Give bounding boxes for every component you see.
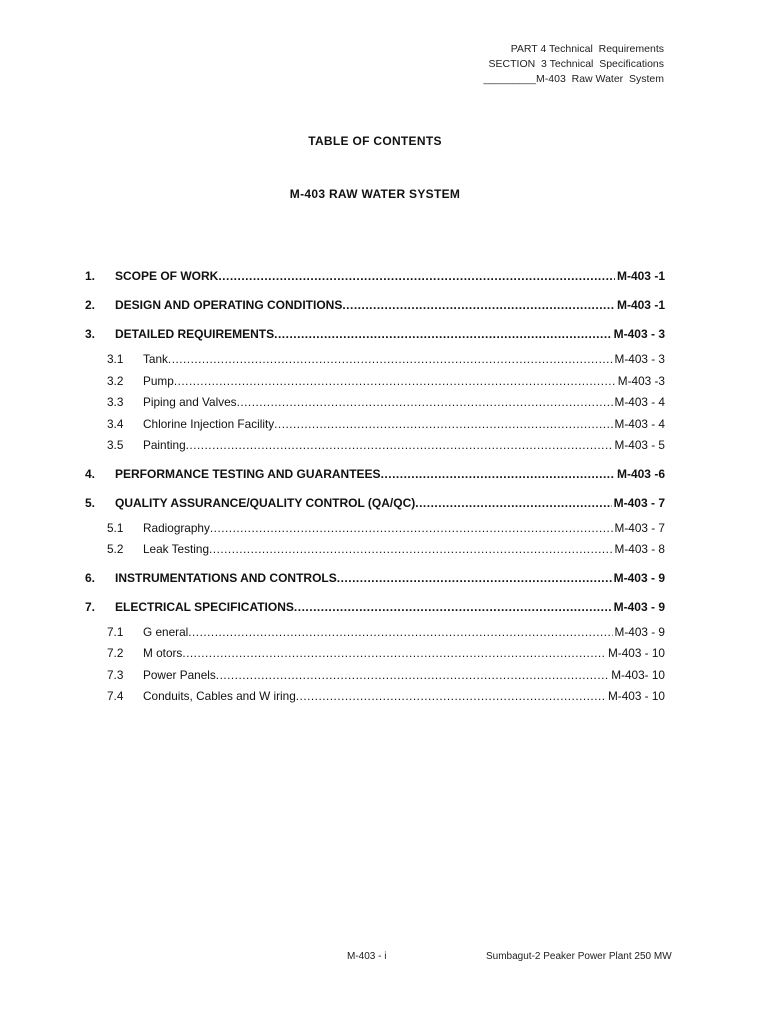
toc-entry-number: 3.4 xyxy=(107,416,124,431)
dot-leader xyxy=(216,665,609,687)
toc-entry-number: 7. xyxy=(85,599,96,614)
dot-leader xyxy=(294,593,612,622)
toc-entry-page: M-403 - 9 xyxy=(614,624,665,639)
dot-leader xyxy=(218,262,615,291)
dot-leader xyxy=(182,643,606,665)
footer-page-number: M-403 - i xyxy=(347,951,387,962)
toc-section-entry[interactable] xyxy=(85,593,665,622)
dot-leader xyxy=(210,518,613,540)
toc-entry-number: 6. xyxy=(85,570,96,585)
dot-leader xyxy=(274,414,612,436)
dot-leader xyxy=(274,320,612,349)
document-title: M-403 RAW WATER SYSTEM xyxy=(289,187,461,201)
toc-subsection-entry[interactable] xyxy=(85,349,665,371)
toc-entry-label: Radiography xyxy=(143,520,210,535)
document-header xyxy=(483,42,664,87)
toc-section-entry[interactable] xyxy=(85,564,665,593)
toc-entry-label: PERFORMANCE TESTING AND GUARANTEES xyxy=(115,466,381,481)
toc-entry-label: Painting xyxy=(143,438,186,452)
toc-entry-page: M-403 - 9 xyxy=(613,570,665,585)
toc-section-entry[interactable] xyxy=(85,460,665,489)
toc-entry-page: M-403 - 3 xyxy=(613,327,665,341)
toc-subsection-entry[interactable] xyxy=(85,643,665,665)
toc-entry-number: 3.3 xyxy=(107,395,124,409)
toc-subsection-entry[interactable] xyxy=(85,686,665,708)
toc-entry-page: M-403 - 7 xyxy=(613,495,665,510)
toc-entry-label: DESIGN AND OPERATING CONDITIONS xyxy=(115,298,343,312)
toc-entry-page: M-403 - 9 xyxy=(613,599,665,614)
toc-entry-number: 3.1 xyxy=(107,352,124,366)
toc-entry-page: M-403 - 4 xyxy=(614,416,665,431)
toc-entry-page: M-403 - 5 xyxy=(614,438,665,452)
toc-entry-page: M-403- 10 xyxy=(611,667,665,682)
dot-leader xyxy=(168,349,613,371)
toc-entry-page: M-403 -1 xyxy=(616,298,665,312)
toc-entry-number: 5. xyxy=(85,495,96,510)
toc-entry-number: 3. xyxy=(85,327,96,341)
toc-entry-label: G eneral xyxy=(143,624,189,639)
toc-section-entry[interactable] xyxy=(85,320,665,349)
toc-entry-number: 7.1 xyxy=(107,624,124,639)
toc-entry-page: M-403 -6 xyxy=(616,466,665,481)
toc-entry-number: 7.3 xyxy=(107,667,124,682)
toc-entry-number: 3.2 xyxy=(107,373,124,388)
toc-entry-page: M-403 - 10 xyxy=(607,689,665,703)
toc-subsection-entry[interactable] xyxy=(85,539,665,561)
header-part: PART 4 Technical Requirements xyxy=(510,43,664,55)
header-subject: _________M-403 Raw Water System xyxy=(483,73,664,85)
toc-entry-label: Pump xyxy=(143,373,174,388)
table-of-contents xyxy=(85,262,665,708)
toc-section-entry[interactable] xyxy=(85,489,665,518)
toc-entry-number: 7.2 xyxy=(107,646,124,660)
toc-entry-number: 7.4 xyxy=(107,689,124,703)
dot-leader xyxy=(296,686,606,708)
toc-entry-label: DETAILED REQUIREMENTS xyxy=(115,327,275,341)
toc-entry-number: 3.5 xyxy=(107,438,124,452)
toc-entry-number: 5.2 xyxy=(107,542,124,556)
toc-subsection-entry[interactable] xyxy=(85,392,665,414)
toc-entry-label: QUALITY ASSURANCE/QUALITY CONTROL (QA/QC) xyxy=(115,495,416,510)
toc-entry-page: M-403 - 3 xyxy=(614,352,665,366)
dot-leader xyxy=(237,392,613,414)
toc-entry-page: M-403 - 8 xyxy=(614,542,665,556)
toc-subsection-entry[interactable] xyxy=(85,435,665,457)
toc-subsection-entry[interactable] xyxy=(85,622,665,644)
toc-entry-page: M-403 - 10 xyxy=(607,646,665,660)
toc-entry-number: 4. xyxy=(85,466,96,481)
toc-subsection-entry[interactable] xyxy=(85,414,665,436)
dot-leader xyxy=(337,564,612,593)
toc-entry-page: M-403 - 4 xyxy=(614,395,665,409)
toc-entry-number: 5.1 xyxy=(107,520,124,535)
dot-leader xyxy=(209,539,612,561)
toc-entry-label: Conduits, Cables and W iring xyxy=(143,689,296,703)
toc-entry-label: Power Panels xyxy=(143,667,216,682)
toc-subsection-entry[interactable] xyxy=(85,371,665,393)
dot-leader xyxy=(381,460,615,489)
dot-leader xyxy=(174,371,616,393)
toc-entry-label: M otors xyxy=(143,646,183,660)
header-section: SECTION 3 Technical Specifications xyxy=(488,58,664,70)
toc-entry-page: M-403 - 7 xyxy=(614,520,665,535)
toc-entry-page: M-403 -1 xyxy=(616,269,665,283)
toc-section-entry[interactable] xyxy=(85,291,665,320)
dot-leader xyxy=(186,435,613,457)
toc-entry-number: 1. xyxy=(85,269,96,283)
toc-entry-label: Chlorine Injection Facility xyxy=(143,416,275,431)
toc-section-entry[interactable] xyxy=(85,262,665,291)
dot-leader xyxy=(188,622,612,644)
dot-leader xyxy=(415,489,611,518)
toc-subsection-entry[interactable] xyxy=(85,518,665,540)
toc-entry-label: INSTRUMENTATIONS AND CONTROLS xyxy=(115,570,337,585)
footer-project-name: Sumbagut-2 Peaker Power Plant 250 MW xyxy=(486,951,672,962)
toc-entry-label: Piping and Valves xyxy=(143,395,237,409)
toc-entry-label: SCOPE OF WORK xyxy=(115,269,219,283)
toc-heading: TABLE OF CONTENTS xyxy=(308,134,442,148)
toc-entry-label: Leak Testing xyxy=(143,542,210,556)
toc-entry-number: 2. xyxy=(85,298,96,312)
toc-entry-page: M-403 -3 xyxy=(617,373,665,388)
dot-leader xyxy=(342,291,615,320)
toc-entry-label: ELECTRICAL SPECIFICATIONS xyxy=(115,599,294,614)
toc-entry-label: Tank xyxy=(143,352,168,366)
toc-subsection-entry[interactable] xyxy=(85,665,665,687)
